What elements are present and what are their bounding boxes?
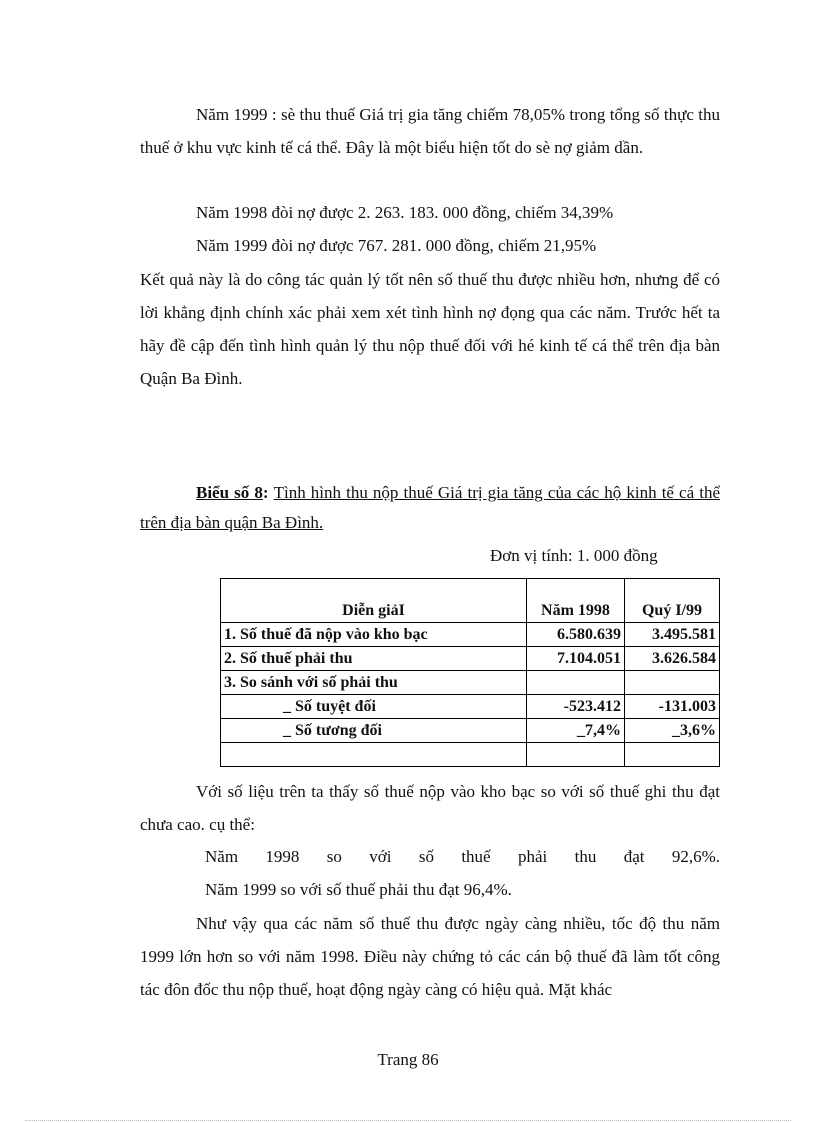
unit-label: Đơn vị tính: 1. 000 đồng — [490, 546, 658, 565]
paragraph-result: Kết quả này là do công tác quản lý tốt nên số thuế thu được nhiều hơn, nhưng để có lời khẳng định chính xác phải xem xét tình hình nợ đọng qua các năm. Trước hết ta hãy đề cập đến tình hình quản lý thu nộp thuế đối với hé kinh tế cá thể trên địa bàn Quận Ba Đình. — [140, 270, 720, 388]
table-cell — [527, 671, 625, 695]
table-cell: 6.580.639 — [527, 623, 625, 647]
paragraph-1999-rate: Năm 1999 so với số thuế phải thu đạt 96,4%. — [205, 880, 512, 899]
table-row — [221, 623, 720, 647]
table-cell: -523.412 — [527, 695, 625, 719]
paragraph-1998-rate: Năm 1998 so với số thuế phải thu đạt 92,6%. — [205, 847, 720, 866]
table-header-row — [221, 579, 720, 623]
table-cell: -131.003 — [625, 695, 720, 719]
header-year-1998: Năm 1998 — [527, 579, 625, 623]
paragraph-1999-debt: Năm 1999 đòi nợ được 767. 281. 000 đồng, chiếm 21,95% — [196, 236, 597, 255]
paragraph-conclusion: Như vậy qua các năm số thuế thu được ngày càng nhiều, tốc độ thu năm 1999 lớn hơn so với năm 1998. Điều này chứng tỏ các cán bộ thuế đã làm tốt công tác đôn đốc thu nộp thuế, hoạt động ngày càng có hiệu quả. Mặt khác — [140, 914, 720, 999]
table-cell — [625, 743, 720, 767]
caption-label: Biểu số 8 — [196, 483, 263, 502]
paragraph-comparison: Với số liệu trên ta thấy số thuế nộp vào kho bạc so với số thuế ghi thu đạt chưa cao. cụ thể: — [140, 782, 720, 834]
table-cell: 3.495.581 — [625, 623, 720, 647]
table-cell: _ Số tuyệt đối — [221, 695, 527, 719]
page-bottom-divider — [25, 1120, 791, 1121]
paragraph-1999-share: Năm 1999 : sè thu thuế Giá trị gia tăng chiếm 78,05% trong tổng số thực thu thuế ở khu vực kinh tế cá thể. Đây là một biểu hiện tốt do sè nợ giảm dần. — [140, 105, 720, 157]
table-cell: 1. Số thuế đã nộp vào kho bạc — [221, 623, 527, 647]
table-cell: 2. Số thuế phải thu — [221, 647, 527, 671]
table-cell: _7,4% — [527, 719, 625, 743]
table-cell: 3. So sánh với số phải thu — [221, 671, 527, 695]
page-number: Trang 86 — [377, 1050, 439, 1069]
table-cell: _ Số tương đối — [221, 719, 527, 743]
table-cell — [221, 743, 527, 767]
table-cell: 7.104.051 — [527, 647, 625, 671]
header-description: Diễn giảI — [221, 579, 527, 623]
table-row — [221, 695, 720, 719]
table-cell: 3.626.584 — [625, 647, 720, 671]
table-row — [221, 671, 720, 695]
table-caption — [140, 478, 720, 538]
header-quarter-1-99: Quý I/99 — [625, 579, 720, 623]
table-row — [221, 647, 720, 671]
table-cell: _3,6% — [625, 719, 720, 743]
table-cell — [527, 743, 625, 767]
paragraph-1998-debt: Năm 1998 đòi nợ được 2. 263. 183. 000 đồng, chiếm 34,39% — [196, 203, 614, 222]
caption-title: Tình hình thu nộp thuế Giá trị gia tăng của các hộ kinh tế cá thể trên địa bàn quận Ba Đình. — [140, 483, 720, 532]
table-row — [221, 719, 720, 743]
caption-colon: : — [262, 483, 274, 502]
table-cell — [625, 671, 720, 695]
table-row — [221, 743, 720, 767]
tax-table — [220, 578, 720, 767]
